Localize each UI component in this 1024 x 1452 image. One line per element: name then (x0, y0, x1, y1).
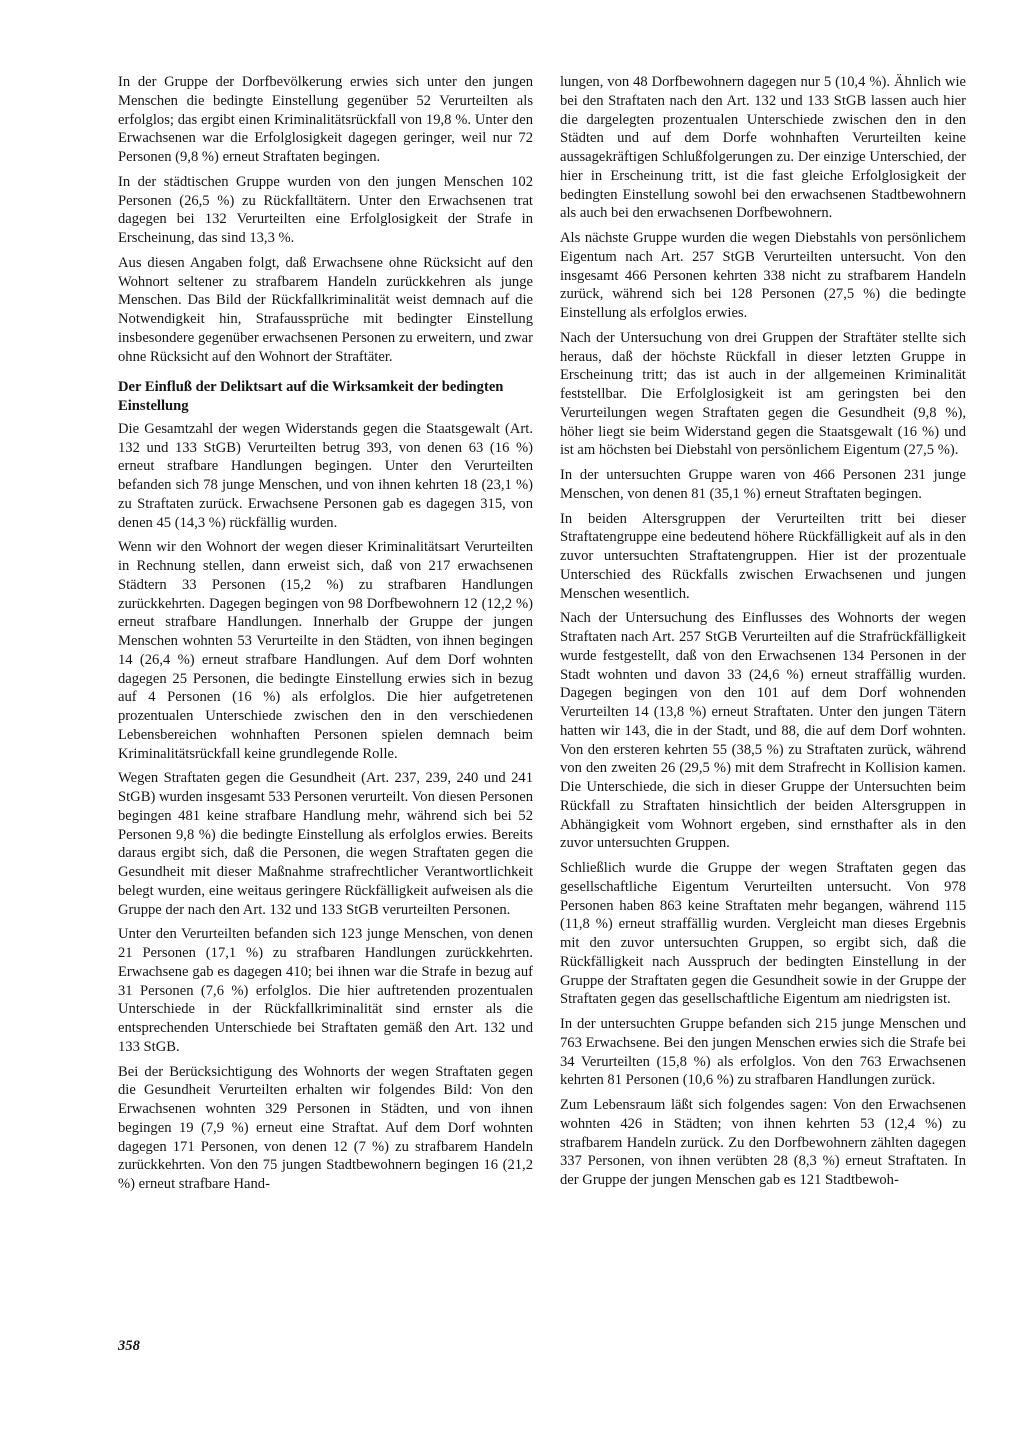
paragraph: Wegen Straftaten gegen die Gesundheit (Art. 237, 239, 240 und 241 StGB) wurden insgesamt 533 Personen verurteilt. Von diesen Personen begingen 481 keine strafbare Handlung mehr, während sich bei 52 Personen 9,8 %) die bedingte Einstellung als erfolglos erwies. Bereits daraus ergibt sich, daß die Personen, die wegen Straftaten gegen die Gesundheit mit dieser Maßnahme strafrechtlicher Verantwortlichkeit belegt wurden, eine weitaus geringere Rückfälligkeit aufweisen als die Gruppe der nach den Art. 132 und 133 StGB verurteilten Personen. (118, 770, 533, 918)
paragraph: Als nächste Gruppe wurden die wegen Diebstahls von persönlichem Eigentum nach Art. 257 StGB Verurteilten untersucht. Von den insgesamt 466 Personen kehrten 338 nicht zu strafbarem Handeln zurück, während sich bei 128 Personen (27,5 %) die bedingte Einstellung als erfolglos erwies. (560, 230, 966, 321)
right-column (560, 73, 966, 1196)
paragraph: Nach der Untersuchung von drei Gruppen der Straftäter stellte sich heraus, daß der höchste Rückfall in dieser letzten Gruppe in Erscheinung tritt; das ist auch in der allgemeinen Kriminalität feststellbar. Die Erfolglosigkeit ist am geringsten bei den Verurteilungen wegen Straftaten gegen die Gesundheit (9,8 %), höher liegt sie beim Widerstand gegen die Staatsgewalt (16 %) und ist am höchsten bei Diebstahl von persönlichem Eigentum (27,5 %). (560, 329, 966, 459)
paragraph: Zum Lebensraum läßt sich folgendes sagen: Von den Erwachsenen wohnten 426 in Städten; von ihnen kehrten 53 (12,4 %) zu strafbarem Handeln zurück. Zu den Dorfbewohnern zählten dagegen 337 Personen, von ihnen verübten 28 (8,3 %) erneut Straftaten. In der Gruppe der jungen Menschen gab es 121 Stadtbewoh- (560, 1097, 966, 1188)
paragraph: Wenn wir den Wohnort der wegen dieser Kriminalitätsart Verurteilten in Rechnung stellen, dann erweist sich, daß von 217 erwachsenen Städtern 33 Personen (15,2 %) zu strafbaren Handlungen zurückkehrten. Dagegen begingen von 98 Dorfbewohnern 12 (12,2 %) erneut strafbare Handlungen. Innerhalb der Gruppe der jungen Menschen wohnten 53 Verurteilte in den Städten, von ihnen begingen 14 (26,4 %) erneut strafbare Handlungen. Auf dem Dorf wohnten dagegen 25 Personen, die bedingte Einstellung erwies sich in bezug auf 4 Personen (16 %) als erfolglos. Die hier aufgetretenen prozentualen Unterschiede zwischen den in den verschiedenen Lebensbereichen wohnhaften Personen spielen demnach beim Kriminalitätsrückfall keine grundlegende Rolle. (118, 539, 533, 762)
paragraph: Schließlich wurde die Gruppe der wegen Straftaten gegen das gesellschaftliche Eigentum Verurteilten untersucht. Von 978 Personen haben 863 keine Straftaten mehr begangen, während 115 (11,8 %) erneut straffällig wurden. Vergleicht man dieses Ergebnis mit den zuvor untersuchten Gruppen, so ergibt sich, daß die Rückfälligkeit nach Ausspruch der bedingten Einstellung in der Gruppe der Straftaten gegen die Gesundheit sowie in der Gruppe der Straftaten gegen das gesellschaftliche Eigentum am niedrigsten ist. (560, 860, 966, 1008)
paragraph: In der untersuchten Gruppe waren von 466 Personen 231 junge Menschen, von denen 81 (35,1 %) erneut Straftaten begingen. (560, 467, 966, 502)
left-column (118, 73, 533, 1200)
paragraph: Aus diesen Angaben folgt, daß Erwachsene ohne Rücksicht auf den Wohnort seltener zu strafbarem Handeln zurückkehren als junge Menschen. Das Bild der Rückfallkriminalität weist demnach auf die Notwendigkeit hin, Strafaussprüche mit bedingter Einstellung insbesondere gegenüber erwachsenen Personen zu erweitern, und zwar ohne Rücksicht auf den Wohnort der Straftäter. (118, 254, 533, 365)
paragraph: Nach der Untersuchung des Einflusses des Wohnorts der wegen Straftaten nach Art. 257 StGB Verurteilten auf die Strafrückfälligkeit wurde festgestellt, daß von den Erwachsenen 134 Personen in der Stadt wohnten und davon 33 (24,6 %) erneut straffällig wurden. Dagegen begingen von den 101 auf dem Dorf wohnenden Verurteilten 14 (13,8 %) erneut Straftaten. Unter den jungen Tätern hatten wir 143, die in der Stadt, und 88, die auf dem Dorf wohnten. Von den ersteren kehrten 55 (38,5 %) zu Straftaten zurück, während von den zweiten 26 (29,5 %) mit dem Strafrecht in Kollision kamen. Die Unterschiede, die sich in dieser Gruppe der Untersuchten beim Rückfall zu Straftaten hinsichtlich der beiden Altersgruppen in Abhängigkeit vom Wohnort ergeben, sind ernsthafter als in den zuvor untersuchten Gruppen. (560, 610, 966, 852)
paragraph: In der städtischen Gruppe wurden von den jungen Menschen 102 Personen (26,5 %) zu Rückfalltätern. Unter den Erwachsenen trat dagegen bei 132 Verurteilten eine Erfolglosigkeit der Strafe in Erscheinung, das sind 13,3 %. (118, 173, 533, 246)
page-number: 358 (118, 1338, 140, 1354)
paragraph: In beiden Altersgruppen der Verurteilten tritt bei dieser Straftatengruppe eine bedeutend höhere Rückfälligkeit auf als in den zuvor untersuchten Straftatengruppen. Hier ist der prozentuale Unterschied des Rückfalls zwischen Erwachsenen und jungen Menschen wesentlich. (560, 510, 966, 602)
paragraph: Unter den Verurteilten befanden sich 123 junge Menschen, von denen 21 Personen (17,1 %) zu strafbaren Handlungen zurückkehrten. Erwachsene gab es dagegen 410; bei ihnen war die Strafe in bezug auf 31 Personen (7,6 %) erfolglos. Die hier auftretenden prozentualen Unterschiede in der Rückfallkriminalität sind ernster als die entsprechenden Unterschiede bei Straftaten gemäß den Art. 132 und 133 StGB. (118, 926, 533, 1055)
paragraph: In der Gruppe der Dorfbevölkerung erwies sich unter den jungen Menschen die bedingte Einstellung gegenüber 52 Verurteilten als erfolglos; das ergibt einen Kriminalitätsrückfall von 19,8 %. Unter den Erwachsenen war die Erfolglosigkeit dagegen geringer, weil nur 72 Personen (9,8 %) erneut Straftaten begingen. (118, 74, 533, 165)
section-heading: Der Einfluß der Deliktsart auf die Wirksamkeit der bedingten Einstellung (118, 379, 504, 414)
paragraph: Die Gesamtzahl der wegen Widerstands gegen die Staatsgewalt (Art. 132 und 133 StGB) Verurteilten betrug 393, von denen 63 (16 %) erneut strafbare Handlungen begingen. Unter den Verurteilten befanden sich 78 junge Menschen, und von ihnen kehrten 18 (23,1 %) zu Straftaten zurück. Erwachsene Personen gab es dagegen 315, von denen 45 (14,3 %) rückfällig wurden. (118, 420, 533, 531)
paragraph: lungen, von 48 Dorfbewohnern dagegen nur 5 (10,4 %). Ähnlich wie bei den Straftaten nach den Art. 132 und 133 StGB lassen auch hier die dargelegten prozentualen Unterschiede zwischen den in den Städten und auf dem Dorfe wohnhaften Verurteilten keine aussagekräftigen Schlußfolgerungen zu. Der einzige Unterschied, der hier in Erscheinung tritt, ist die fast gleiche Erfolglosigkeit der bedingten Einstellung sowohl bei den erwachsenen Stadtbewohnern als auch bei den erwachsenen Dorfbewohnern. (560, 74, 966, 222)
paragraph: In der untersuchten Gruppe befanden sich 215 junge Menschen und 763 Erwachsene. Bei den jungen Menschen erwies sich die Strafe bei 34 Verurteilten (15,8 %) als erfolglos. Von den 763 Erwachsenen kehrten 81 Personen (10,6 %) zu strafbaren Handlungen zurück. (560, 1016, 966, 1089)
paragraph: Bei der Berücksichtigung des Wohnorts der wegen Straftaten gegen die Gesundheit Verurteilten erhalten wir folgendes Bild: Von den Erwachsenen wohnten 329 Personen in Städten, und von ihnen begingen 19 (7,9 %) erneut eine Straftat. Auf dem Dorf wohnten dagegen 171 Personen, von denen 12 (7 %) zu strafbarem Handeln zurückkehrten. Von den 75 jungen Stadtbewohnern begingen 16 (21,2 %) erneut strafbare Hand- (118, 1063, 533, 1192)
